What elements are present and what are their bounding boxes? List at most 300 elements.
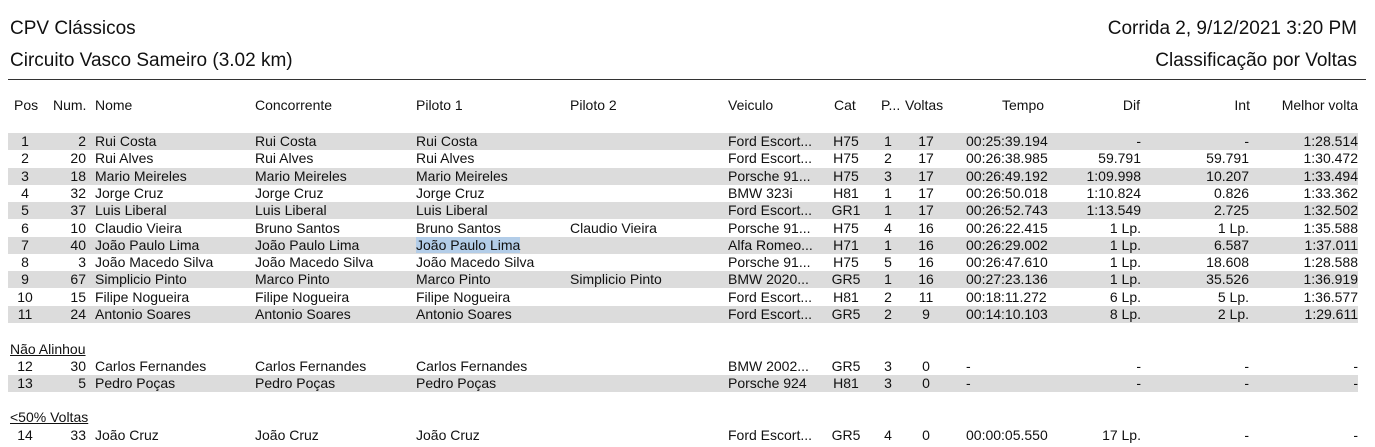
cell-text: Claudio Vieira <box>95 219 182 236</box>
cell-p <box>880 133 896 150</box>
cell-text: 5 <box>21 202 29 219</box>
cell-voltas <box>912 185 940 202</box>
cell-text: Bruno Santos <box>255 219 340 236</box>
cell-voltas <box>912 237 940 254</box>
cell-text: Jorge Cruz <box>416 184 485 201</box>
table-row[interactable] <box>8 254 1358 271</box>
cell-pos <box>8 427 42 444</box>
cell-text: 00:26:50.018 <box>966 184 1048 201</box>
cell-concorrente <box>255 133 410 150</box>
cell-text: Pedro Poças <box>95 375 176 392</box>
cell-voltas <box>912 254 940 271</box>
cell-text: 14 <box>17 427 33 443</box>
cell-text: 4 <box>884 219 892 236</box>
cell-melhor <box>1256 202 1358 219</box>
cell-p <box>880 358 896 375</box>
cell-pos <box>8 133 42 150</box>
cell-text: 7 <box>21 236 29 253</box>
cell-melhor <box>1256 271 1358 288</box>
cell-veiculo <box>728 150 818 167</box>
cell-dif <box>1038 254 1141 271</box>
cell-text: 0 <box>922 375 930 392</box>
cell-num <box>50 306 86 323</box>
cell-text: Marco Pinto <box>255 271 330 288</box>
cell-pos <box>8 185 42 202</box>
cell-piloto1 <box>416 271 566 288</box>
cell-cat <box>826 306 866 323</box>
table-row[interactable] <box>8 237 1358 254</box>
cell-text: 1:33.494 <box>1303 167 1358 184</box>
cell-nome <box>95 133 250 150</box>
cell-text: 1 Lp. <box>1109 271 1141 288</box>
cell-text: Ford Escort... <box>728 306 813 322</box>
cell-text: - <box>1244 375 1249 392</box>
cell-num <box>50 237 86 254</box>
cell-concorrente <box>255 185 410 202</box>
cell-text: H81 <box>833 375 859 392</box>
cell-text: 3 <box>21 167 29 184</box>
cell-text: 1 <box>884 236 892 253</box>
cell-text: - <box>966 358 971 374</box>
cell-veiculo <box>728 168 818 185</box>
cell-voltas <box>912 289 940 306</box>
cell-piloto2 <box>570 202 720 219</box>
cell-text: 1 <box>21 133 29 149</box>
cell-concorrente <box>255 220 410 237</box>
cell-num <box>50 271 86 288</box>
cell-text: 10.207 <box>1206 167 1249 184</box>
cell-text: Mario Meireles <box>416 167 508 184</box>
cell-voltas <box>912 427 940 444</box>
cell-int <box>1153 168 1249 185</box>
cell-text: 2.725 <box>1213 202 1249 219</box>
cell-nome <box>95 237 250 254</box>
cell-pos <box>8 358 42 375</box>
cell-cat <box>826 254 866 271</box>
cell-text: 37 <box>70 202 86 219</box>
col-nome: Nome <box>95 97 133 113</box>
cell-text: 00:26:22.415 <box>966 219 1048 236</box>
cell-concorrente <box>255 254 410 271</box>
cell-cat <box>826 185 866 202</box>
cell-dif <box>1038 185 1141 202</box>
cell-int <box>1153 271 1249 288</box>
cell-text: GR5 <box>831 271 861 288</box>
cell-veiculo <box>728 375 818 392</box>
cell-text: - <box>1353 375 1358 392</box>
cell-text: João Macedo Silva <box>95 254 214 271</box>
cell-veiculo <box>728 254 818 271</box>
cell-text: Ford Escort... <box>728 150 813 167</box>
header-divider <box>8 79 1366 80</box>
cell-text: - <box>1136 133 1141 149</box>
cell-nome <box>95 150 250 167</box>
cell-dif <box>1038 289 1141 306</box>
cell-veiculo <box>728 306 818 323</box>
cell-dif <box>1038 306 1141 323</box>
cell-text: 6 Lp. <box>1109 288 1141 305</box>
cell-text: 1:30.472 <box>1303 150 1358 167</box>
cell-num <box>50 185 86 202</box>
cell-text: BMW 323i <box>728 184 793 201</box>
cell-text: Ford Escort... <box>728 288 813 305</box>
cell-int <box>1153 185 1249 202</box>
cell-nome <box>95 289 250 306</box>
circuit-name: Circuito Vasco Sameiro (3.02 km) <box>10 50 293 71</box>
cell-text: Antonio Soares <box>255 306 351 322</box>
cell-text: 6 <box>21 219 29 236</box>
cell-text: 10 <box>70 219 86 236</box>
cell-concorrente <box>255 168 410 185</box>
cell-cat <box>826 133 866 150</box>
cell-voltas <box>912 133 940 150</box>
cell-text: 1:28.514 <box>1303 133 1358 149</box>
cell-num <box>50 133 86 150</box>
col-tempo: Tempo <box>1002 97 1045 113</box>
cell-cat <box>826 271 866 288</box>
cell-piloto2 <box>570 358 720 375</box>
cell-pos <box>8 271 42 288</box>
cell-nome <box>95 168 250 185</box>
cell-text: 1:33.362 <box>1303 184 1358 201</box>
cell-text: Pedro Poças <box>255 375 336 392</box>
cell-dif <box>1038 427 1141 444</box>
cell-text: 13 <box>17 375 33 392</box>
cell-int <box>1153 150 1249 167</box>
cell-text: João Cruz <box>416 427 480 443</box>
cell-voltas <box>912 271 940 288</box>
cell-veiculo <box>728 271 818 288</box>
cell-melhor <box>1256 289 1358 306</box>
cell-text: H75 <box>833 254 859 271</box>
cell-melhor <box>1256 133 1358 150</box>
cell-text: 17 <box>918 150 934 167</box>
cell-text: - <box>1244 358 1249 374</box>
table-row[interactable] <box>8 306 1358 323</box>
cell-text: Filipe Nogueira <box>255 288 350 305</box>
cell-nome <box>95 271 250 288</box>
cell-text: Bruno Santos <box>416 219 501 236</box>
classification-title: Classificação por Voltas <box>1155 50 1357 71</box>
cell-p <box>880 271 896 288</box>
cell-text: Jorge Cruz <box>255 184 324 201</box>
cell-text: GR5 <box>831 427 861 443</box>
cell-text: - <box>1136 358 1141 374</box>
cell-text: João Paulo Lima <box>416 236 521 253</box>
cell-piloto2 <box>570 168 720 185</box>
cell-num <box>50 202 86 219</box>
table-row[interactable] <box>8 185 1358 202</box>
cell-text: 5 Lp. <box>1217 288 1249 305</box>
cell-concorrente <box>255 271 410 288</box>
cell-text: - <box>1353 427 1358 443</box>
cell-text: 00:26:29.002 <box>966 236 1048 253</box>
cell-text: 16 <box>918 236 934 253</box>
cell-nome <box>95 202 250 219</box>
cell-text: 00:26:47.610 <box>966 254 1048 271</box>
cell-piloto2 <box>570 427 720 444</box>
cell-text: 1 <box>884 271 892 288</box>
table-row[interactable] <box>8 220 1358 237</box>
cell-text: Simplicio Pinto <box>570 271 662 288</box>
cell-text: 8 Lp. <box>1109 306 1141 322</box>
cell-piloto2 <box>570 271 720 288</box>
table-row[interactable] <box>8 289 1358 306</box>
cell-int <box>1153 254 1249 271</box>
cell-piloto2 <box>570 375 720 392</box>
cell-text: 9 <box>922 306 930 322</box>
cell-cat <box>826 202 866 219</box>
cell-concorrente <box>255 358 410 375</box>
cell-text: 24 <box>70 306 86 322</box>
cell-text: João Paulo Lima <box>255 236 360 253</box>
cell-voltas <box>912 358 940 375</box>
cell-piloto2 <box>570 133 720 150</box>
cell-text: 17 Lp. <box>1102 427 1141 443</box>
cell-concorrente <box>255 237 410 254</box>
cell-text: 35.526 <box>1206 271 1249 288</box>
cell-text: 1:09.998 <box>1086 167 1141 184</box>
section-nao-alinhou-label: Não Alinhou <box>10 341 86 357</box>
cell-text: Porsche 91... <box>728 167 811 184</box>
cell-concorrente <box>255 289 410 306</box>
cell-text: Ford Escort... <box>728 133 813 149</box>
cell-concorrente <box>255 375 410 392</box>
cell-voltas <box>912 168 940 185</box>
cell-text: 2 <box>884 150 892 167</box>
cell-pos <box>8 168 42 185</box>
cell-text: Carlos Fernandes <box>255 358 367 374</box>
cell-text: Luis Liberal <box>255 202 327 219</box>
cell-nome <box>95 254 250 271</box>
table-row[interactable] <box>8 358 1358 375</box>
cell-pos <box>8 150 42 167</box>
cell-num <box>50 427 86 444</box>
cell-int <box>1153 427 1249 444</box>
cell-piloto2 <box>570 289 720 306</box>
table-row[interactable] <box>8 168 1358 185</box>
cell-cat <box>826 427 866 444</box>
cell-veiculo <box>728 185 818 202</box>
cell-text: 5 <box>78 375 86 392</box>
cell-text: H71 <box>833 236 859 253</box>
cell-num <box>50 289 86 306</box>
cell-text: Jorge Cruz <box>95 184 164 201</box>
cell-text: 1:10.824 <box>1086 184 1141 201</box>
cell-piloto1 <box>416 168 566 185</box>
cell-text: - <box>1353 358 1358 374</box>
cell-text: 3 <box>884 167 892 184</box>
cell-text: 1 Lp. <box>1109 254 1141 271</box>
cell-text: 1:28.588 <box>1303 254 1358 271</box>
cell-text: 15 <box>70 288 86 305</box>
cell-text: 00:26:49.192 <box>966 167 1048 184</box>
cell-pos <box>8 375 42 392</box>
cell-num <box>50 358 86 375</box>
cell-text: 1:13.549 <box>1086 202 1141 219</box>
cell-num <box>50 254 86 271</box>
cell-text: Alfa Romeo... <box>728 236 813 253</box>
cell-text: 00:25:39.194 <box>966 133 1048 149</box>
cell-text: GR1 <box>831 202 861 219</box>
table-row[interactable] <box>8 427 1358 444</box>
cell-nome <box>95 427 250 444</box>
cell-text: 1 <box>884 202 892 219</box>
table-row[interactable] <box>8 271 1358 288</box>
cell-nome <box>95 375 250 392</box>
cell-text: 17 <box>918 202 934 219</box>
table-row[interactable] <box>8 150 1358 167</box>
cell-text: Porsche 91... <box>728 254 811 271</box>
cell-nome <box>95 306 250 323</box>
cell-text: Marco Pinto <box>416 271 491 288</box>
cell-veiculo <box>728 427 818 444</box>
table-row[interactable] <box>8 133 1358 150</box>
cell-text: Rui Alves <box>95 150 154 167</box>
cell-text: 2 <box>884 306 892 322</box>
cell-text: 16 <box>918 271 934 288</box>
cell-piloto1 <box>416 133 566 150</box>
table-row[interactable] <box>8 375 1358 392</box>
cell-p <box>880 185 896 202</box>
cell-veiculo <box>728 237 818 254</box>
cell-concorrente <box>255 202 410 219</box>
cell-piloto2 <box>570 185 720 202</box>
cell-cat <box>826 168 866 185</box>
col-piloto2: Piloto 2 <box>570 97 617 113</box>
cell-text: 00:26:38.985 <box>966 150 1048 167</box>
cell-text: 17 <box>918 133 934 149</box>
cell-text: 4 <box>21 184 29 201</box>
cell-piloto1 <box>416 427 566 444</box>
cell-text: Porsche 924 <box>728 375 807 392</box>
cell-pos <box>8 289 42 306</box>
cell-text: BMW 2002... <box>728 358 809 374</box>
cell-text: 5 <box>884 254 892 271</box>
cell-int <box>1153 237 1249 254</box>
cell-text: Porsche 91... <box>728 219 811 236</box>
col-pos: Pos <box>14 97 39 113</box>
cell-text: 16 <box>918 254 934 271</box>
cell-text: H75 <box>833 133 859 149</box>
cell-text: Claudio Vieira <box>570 219 657 236</box>
cell-text: 1 Lp. <box>1217 219 1249 236</box>
cell-dif <box>1038 202 1141 219</box>
cell-text: Filipe Nogueira <box>416 288 511 305</box>
cell-veiculo <box>728 289 818 306</box>
cell-dif <box>1038 271 1141 288</box>
cell-dif <box>1038 375 1141 392</box>
cell-text: - <box>1136 375 1141 392</box>
cell-text: 32 <box>70 184 86 201</box>
cell-text: 2 <box>21 150 29 167</box>
race-info: Corrida 2, 9/12/2021 3:20 PM <box>1107 18 1357 39</box>
cell-text: Luis Liberal <box>416 202 488 219</box>
cell-text: 0.826 <box>1213 184 1249 201</box>
cell-text: João Macedo Silva <box>255 254 374 271</box>
cell-text: Rui Costa <box>255 133 317 149</box>
cell-text: - <box>966 375 971 392</box>
cell-piloto2 <box>570 306 720 323</box>
cell-melhor <box>1256 375 1358 392</box>
table-row[interactable] <box>8 202 1358 219</box>
cell-piloto1 <box>416 237 566 254</box>
cell-text: Antonio Soares <box>95 306 191 322</box>
cell-text: Pedro Poças <box>416 375 497 392</box>
cell-p <box>880 202 896 219</box>
cell-text: - <box>1244 427 1249 443</box>
cell-text: 00:14:10.103 <box>966 306 1048 322</box>
cell-dif <box>1038 133 1141 150</box>
cell-int <box>1153 202 1249 219</box>
cell-cat <box>826 289 866 306</box>
cell-text: 1:36.577 <box>1303 288 1358 305</box>
cell-piloto1 <box>416 254 566 271</box>
cell-text: GR5 <box>831 358 861 374</box>
cell-piloto2 <box>570 237 720 254</box>
cell-text: 59.791 <box>1206 150 1249 167</box>
cell-text: H81 <box>833 288 859 305</box>
col-int: Int <box>1234 97 1250 113</box>
cell-text: Rui Costa <box>95 133 157 149</box>
cell-text: Rui Alves <box>255 150 314 167</box>
cell-text: 00:00:05.550 <box>966 427 1048 443</box>
event-title: CPV Clássicos <box>10 18 136 39</box>
cell-piloto1 <box>416 375 566 392</box>
cell-piloto2 <box>570 220 720 237</box>
cell-concorrente <box>255 150 410 167</box>
cell-text: Ford Escort... <box>728 202 813 219</box>
col-veiculo: Veiculo <box>728 97 774 113</box>
cell-nome <box>95 185 250 202</box>
cell-veiculo <box>728 358 818 375</box>
cell-p <box>880 306 896 323</box>
cell-pos <box>8 254 42 271</box>
cell-text: 67 <box>70 271 86 288</box>
cell-text: João Macedo Silva <box>416 254 535 271</box>
cell-int <box>1153 220 1249 237</box>
cell-p <box>880 220 896 237</box>
cell-text: 10 <box>17 288 33 305</box>
cell-text: 00:27:23.136 <box>966 271 1048 288</box>
cell-text: Luis Liberal <box>95 202 167 219</box>
cell-piloto2 <box>570 254 720 271</box>
cell-text: 1 <box>884 184 892 201</box>
cell-melhor <box>1256 254 1358 271</box>
cell-p <box>880 254 896 271</box>
cell-text: 1:29.611 <box>1304 306 1358 322</box>
cell-melhor <box>1256 150 1358 167</box>
col-piloto1: Piloto 1 <box>416 97 463 113</box>
cell-pos <box>8 306 42 323</box>
cell-text: H75 <box>833 219 859 236</box>
cell-text: 1 Lp. <box>1109 236 1141 253</box>
cell-text: Rui Costa <box>416 133 478 149</box>
cell-text: 16 <box>918 219 934 236</box>
cell-num <box>50 375 86 392</box>
cell-text: 3 <box>884 358 892 374</box>
cell-text: 1:32.502 <box>1303 202 1358 219</box>
cell-dif <box>1038 358 1141 375</box>
cell-p <box>880 150 896 167</box>
cell-cat <box>826 150 866 167</box>
cell-text: 20 <box>70 150 86 167</box>
cell-piloto2 <box>570 150 720 167</box>
cell-int <box>1153 375 1249 392</box>
cell-text: H75 <box>833 167 859 184</box>
cell-text: 00:26:52.743 <box>966 202 1048 219</box>
cell-p <box>880 237 896 254</box>
